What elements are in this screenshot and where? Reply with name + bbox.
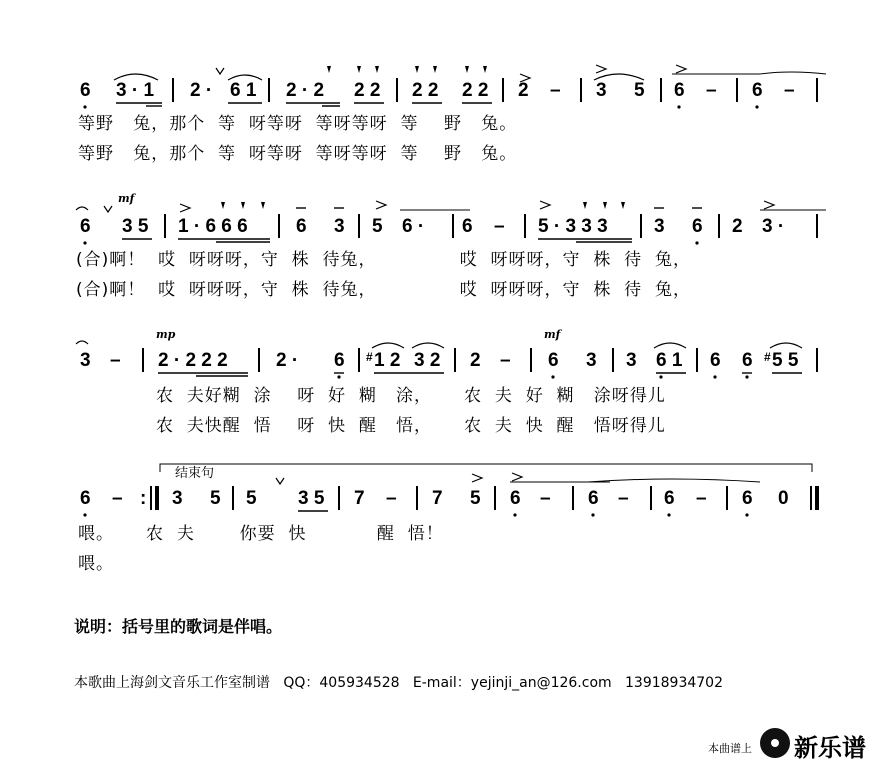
- note: 3: [596, 80, 607, 101]
- note: 6: [462, 216, 473, 237]
- note: 6 ·: [402, 216, 425, 237]
- note: 6: [674, 80, 685, 101]
- note: 2 2: [354, 80, 381, 101]
- site-logo[interactable]: [760, 726, 878, 762]
- note: 2 2: [462, 80, 489, 101]
- note: 3: [172, 488, 183, 509]
- lyric-verse-1: 农 夫好糊 涂 呀 好 糊 涂， 农 夫 好 糊 涂呀得儿: [156, 386, 666, 406]
- note: 6: [752, 80, 763, 101]
- repeat-sign: :: [140, 488, 147, 509]
- score-marks: [0, 330, 888, 390]
- score-marks: [0, 60, 888, 120]
- note: 6: [742, 350, 753, 371]
- lyric-verse-2: 喂。: [78, 554, 114, 574]
- note: 5 · 3 3 3: [538, 216, 608, 237]
- note: 0: [778, 488, 789, 509]
- note: 3 ·: [762, 216, 785, 237]
- lyric-verse-2: (合)啊！ 哎 呀呀呀，守 株 待兔， 哎 呀呀呀，守 株 待 兔，: [76, 280, 691, 300]
- lyric-verse-1: 等野 兔，那个 等 呀等呀 等呀等呀 等 野 兔。: [78, 114, 518, 134]
- lyric-verse-1: (合)啊！ 哎 呀呀呀，守 株 待兔， 哎 呀呀呀，守 株 待 兔，: [76, 250, 691, 270]
- note: –: [540, 488, 551, 509]
- note: 3 5: [298, 488, 325, 509]
- note: 6: [510, 488, 521, 509]
- note: 3 2: [414, 350, 441, 371]
- dynamic-mark: mf: [118, 192, 135, 205]
- disc-icon: [760, 728, 790, 758]
- note: 6 1: [656, 350, 683, 371]
- note: –: [706, 80, 717, 101]
- note: 6: [588, 488, 599, 509]
- note: 2: [518, 80, 529, 101]
- note: 3: [586, 350, 597, 371]
- note: 6: [710, 350, 721, 371]
- footnote: 说明：括号里的歌词是伴唱。: [74, 617, 283, 636]
- note: 6: [80, 216, 91, 237]
- lyric-verse-2: 农 夫快醒 悟 呀 快 醒 悟， 农 夫 快 醒 悟呀得儿: [156, 416, 666, 436]
- note: 7: [354, 488, 365, 509]
- note: 6: [80, 488, 91, 509]
- note: 5: [210, 488, 221, 509]
- note: –: [618, 488, 629, 509]
- note: 2 ·: [276, 350, 299, 371]
- note: 2 · 2 2 2: [158, 350, 228, 371]
- credit-line: 本歌曲上海剑文音乐工作室制谱 QQ：405934528 E-mail：yejinji_an@126.com 13918934702: [74, 675, 723, 691]
- note: 3 · 1: [116, 80, 155, 101]
- note: 6 1: [230, 80, 257, 101]
- note: #: [764, 350, 771, 364]
- note: –: [386, 488, 397, 509]
- note: –: [784, 80, 795, 101]
- note: 3: [626, 350, 637, 371]
- lyric-verse-1: 喂。 农 夫 你要 快 醒 悟！: [78, 524, 444, 544]
- note: 5: [634, 80, 645, 101]
- coda-label: 结束句: [175, 466, 215, 481]
- dynamic-mark: mp: [156, 328, 176, 341]
- note: 2 2: [412, 80, 439, 101]
- note: 3: [80, 350, 91, 371]
- score-marks: [0, 196, 888, 256]
- note: 7: [432, 488, 443, 509]
- note: 6: [692, 216, 703, 237]
- note: 3 5: [122, 216, 149, 237]
- source-label: 本曲谱上: [708, 742, 752, 755]
- note: #: [366, 350, 373, 364]
- note: 6: [296, 216, 307, 237]
- note: 2: [470, 350, 481, 371]
- note: –: [112, 488, 123, 509]
- note: 3: [654, 216, 665, 237]
- note: 6: [742, 488, 753, 509]
- logo-text: 新乐谱: [794, 734, 866, 762]
- note: 6: [334, 350, 345, 371]
- note: 5 5: [772, 350, 799, 371]
- score-marks: [0, 468, 888, 528]
- note: 1 2: [374, 350, 401, 371]
- note: –: [550, 80, 561, 101]
- note: –: [494, 216, 505, 237]
- note: 2 · 2: [286, 80, 325, 101]
- note: 2 ·: [190, 80, 213, 101]
- note: –: [696, 488, 707, 509]
- note: 5: [372, 216, 383, 237]
- note: 5: [470, 488, 481, 509]
- note: –: [500, 350, 511, 371]
- note: –: [110, 350, 121, 371]
- note: 6: [548, 350, 559, 371]
- note: 6: [664, 488, 675, 509]
- note: 3: [334, 216, 345, 237]
- lyric-verse-2: 等野 兔，那个 等 呀等呀 等呀等呀 等 野 兔。: [78, 144, 518, 164]
- note: 2: [732, 216, 743, 237]
- dynamic-mark: mf: [544, 328, 561, 341]
- note: 5: [246, 488, 257, 509]
- note: 1 · 6 6 6: [178, 216, 248, 237]
- note: 6: [80, 80, 91, 101]
